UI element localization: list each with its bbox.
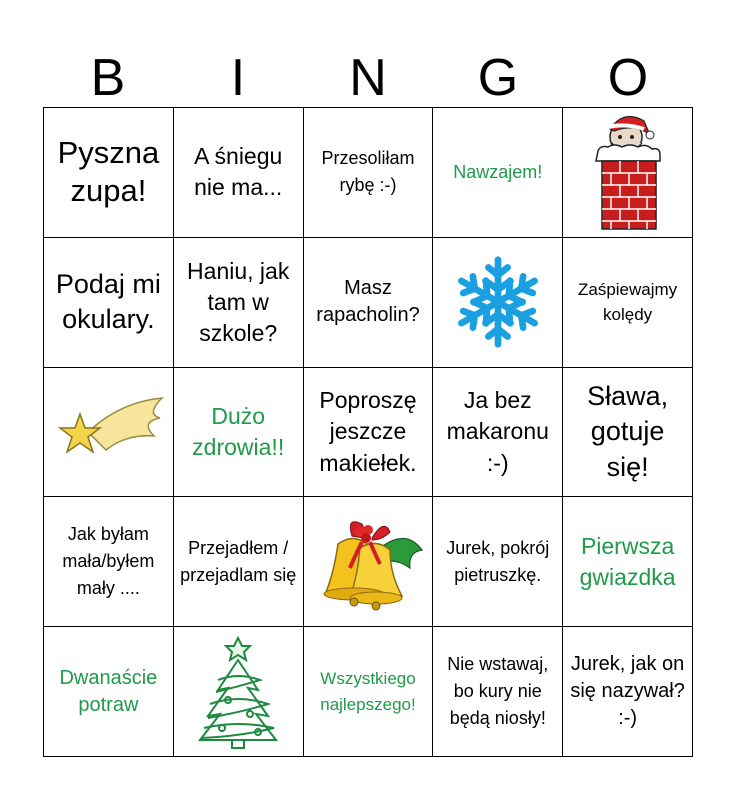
bingo-cell[interactable] [304, 108, 434, 238]
bingo-cell[interactable] [174, 627, 304, 757]
bingo-cell[interactable] [44, 627, 174, 757]
bingo-cell[interactable] [304, 238, 434, 368]
bingo-cell[interactable] [44, 238, 174, 368]
bingo-cell[interactable] [174, 238, 304, 368]
bingo-cell[interactable] [563, 368, 693, 498]
bingo-cell[interactable] [304, 497, 434, 627]
cell-text: Pyszna zupa! [57, 134, 160, 209]
bingo-cell[interactable] [174, 497, 304, 627]
cell-text: Nie wstawaj, bo kury nie będą niosły! [447, 654, 549, 729]
cell-text: Podaj mi okulary. [55, 269, 161, 335]
bingo-card [43, 107, 693, 757]
bingo-cell[interactable] [433, 108, 563, 238]
header-letter-i: I [230, 49, 246, 107]
cell-text: Dużo zdrowia!! [192, 402, 285, 460]
cell-text: Przesoliłam rybę :-) [321, 148, 415, 196]
bingo-cell[interactable] [563, 108, 693, 238]
bingo-cell[interactable] [304, 368, 434, 498]
cell-text: Masz rapacholin? [316, 277, 420, 327]
cell-text: Wszystkiego najlepszego! [320, 669, 416, 714]
cell-text: A śniegu nie ma... [194, 143, 283, 201]
cell-text: Ja bez makaronu :-) [446, 387, 549, 476]
bingo-cell[interactable] [563, 497, 693, 627]
santa-chimney-icon [580, 113, 676, 231]
header-letter-g: G [477, 49, 519, 107]
cell-text: Haniu, jak tam w szkole? [187, 257, 290, 346]
header-letter-b: B [90, 49, 126, 107]
bingo-cell[interactable] [563, 627, 693, 757]
bingo-cell[interactable] [174, 368, 304, 498]
cell-text: Jurek, jak on się nazywał? :-) [570, 653, 685, 730]
bingo-header [43, 48, 693, 107]
header-letter-o: O [607, 49, 649, 107]
cell-text: Dwanaście potraw [59, 666, 158, 716]
cell-text: Zaśpiewajmy kolędy [577, 279, 678, 325]
cell-text: Sława, gotuje się! [587, 381, 669, 482]
christmas-bells-icon [310, 512, 426, 612]
bingo-cell[interactable] [433, 497, 563, 627]
cell-text: Pierwsza gwiazdka [579, 532, 676, 590]
shooting-star-icon [50, 392, 166, 472]
header-letter-n: N [349, 49, 387, 107]
christmas-tree-icon [188, 632, 288, 752]
cell-text: Przejadłem / przejadlam się [180, 537, 297, 585]
bingo-cell[interactable] [44, 108, 174, 238]
cell-text: Nawzajem! [453, 161, 543, 182]
bingo-cell[interactable] [44, 368, 174, 498]
bingo-cell[interactable] [563, 238, 693, 368]
snowflake-icon [450, 254, 546, 350]
bingo-cell[interactable] [433, 238, 563, 368]
cell-text: Jak byłam mała/byłem mały .... [62, 524, 155, 599]
bingo-cell[interactable] [44, 497, 174, 627]
cell-text: Poproszę jeszcze makiełek. [319, 387, 417, 476]
bingo-cell[interactable] [304, 627, 434, 757]
bingo-cell[interactable] [174, 108, 304, 238]
bingo-cell[interactable] [433, 368, 563, 498]
bingo-cell[interactable] [433, 627, 563, 757]
cell-text: Jurek, pokrój pietruszkę. [446, 537, 550, 585]
